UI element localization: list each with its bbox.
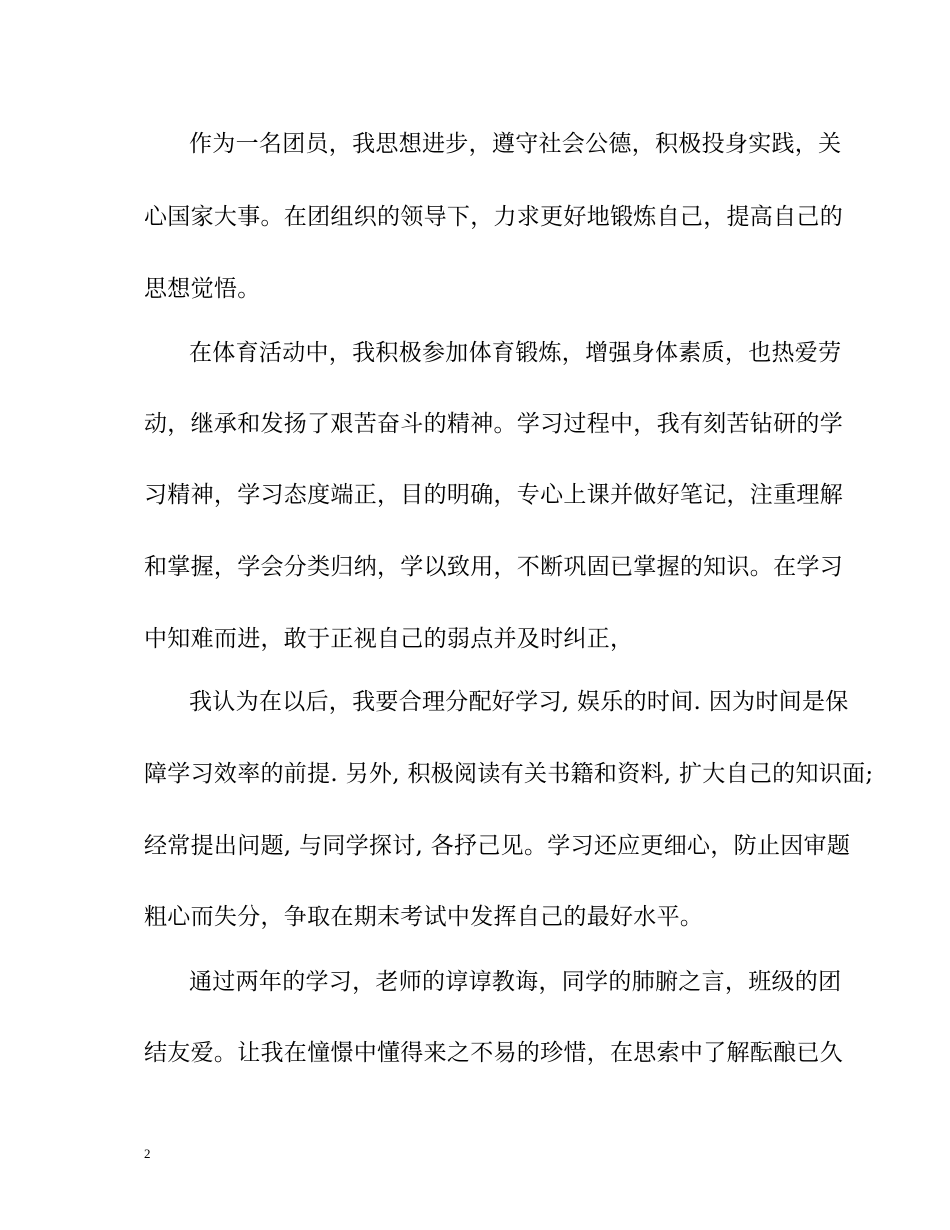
paragraph-line: 粗心而失分，争取在期末考试中发挥自己的最好水平。: [144, 904, 704, 930]
paragraph-line: 和掌握，学会分类归纳，学以致用，不断巩固已掌握的知识。在学习: [144, 554, 843, 580]
paragraph-line: 结友爱。让我在憧憬中懂得来之不易的珍惜，在思索中了解酝酿已久: [144, 1040, 843, 1066]
paragraph-line: 作为一名团员，我思想进步，遵守社会公德，积极投身实践，关: [189, 131, 842, 157]
paragraph-line: 在体育活动中，我积极参加体育锻炼，增强身体素质，也热爱劳: [189, 340, 842, 366]
page-number: 2: [144, 1146, 151, 1161]
paragraph-line: 我认为在以后，我要合理分配好学习, 娱乐的时间. 因为时间是保: [189, 689, 849, 715]
paragraph-line: 动，继承和发扬了艰苦奋斗的精神。学习过程中，我有刻苦钻研的学: [144, 411, 843, 437]
paragraph-line: 思想觉悟。: [144, 276, 261, 302]
paragraph-line: 障学习效率的前提. 另外, 积极阅读有关书籍和资料, 扩大自己的知识面;: [144, 761, 874, 787]
paragraph-line: 通过两年的学习，老师的谆谆教诲，同学的肺腑之言，班级的团: [189, 969, 842, 995]
paragraph-line: 心国家大事。在团组织的领导下，力求更好地锻炼自己，提高自己的: [144, 204, 843, 230]
paragraph-line: 经常提出问题, 与同学探讨, 各抒己见。学习还应更细心，防止因审题: [144, 833, 851, 859]
paragraph-line: 习精神，学习态度端正，目的明确，专心上课并做好笔记，注重理解: [144, 482, 843, 508]
paragraph-line: 中知难而进，敢于正视自己的弱点并及时纠正，: [144, 626, 634, 652]
